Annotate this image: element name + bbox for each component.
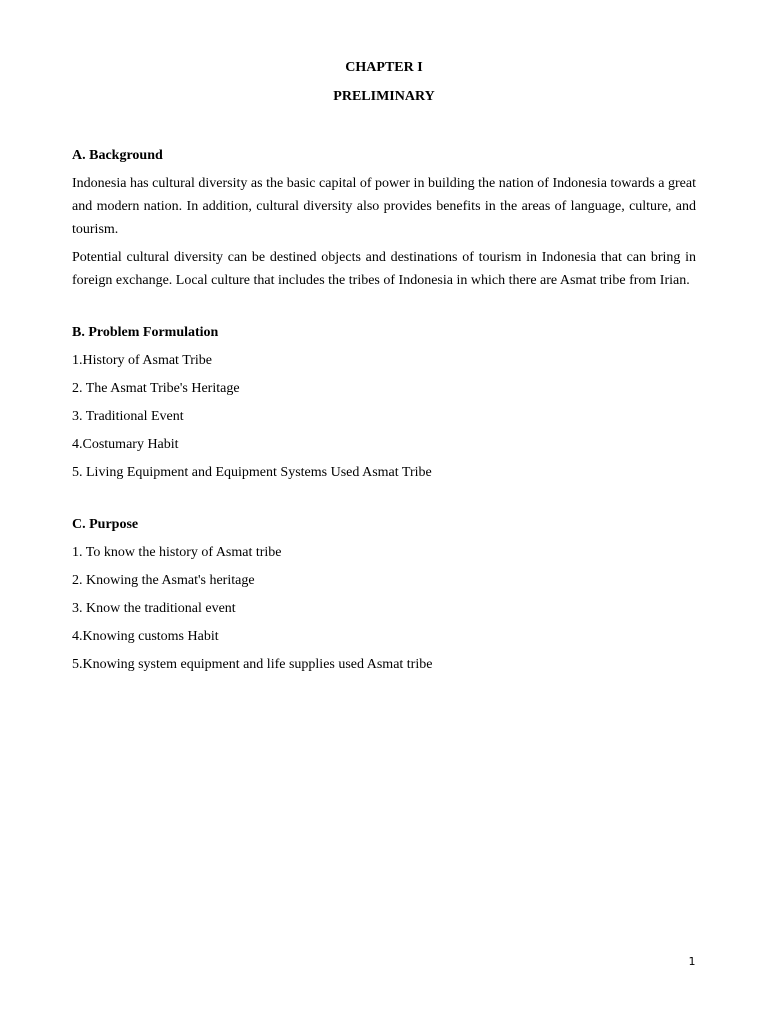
list-item: 3. Traditional Event <box>72 409 184 424</box>
section-heading-background: A. Background <box>72 148 163 163</box>
list-item: 4.Costumary Habit <box>72 437 179 452</box>
background-paragraph: Potential cultural diversity can be destined objects and destinations of tourism in Indonesia that can bring in foreign exchange. Local culture that includes the tribes of Indonesia in which there are Asmat tribe from Irian. <box>72 250 696 288</box>
purpose-list <box>72 541 696 676</box>
list-item: 5. Living Equipment and Equipment Systems Used Asmat Tribe <box>72 465 432 480</box>
chapter-title: CHAPTER I <box>345 60 423 75</box>
list-item: 2. Knowing the Asmat's heritage <box>72 573 255 588</box>
list-item: 4.Knowing customs Habit <box>72 629 219 644</box>
background-paragraph: Indonesia has cultural diversity as the basic capital of power in building the nation of Indonesia towards a great and modern nation. In addition, cultural diversity also provides benefits in the areas of language, culture, and tourism. <box>72 176 696 237</box>
section-problem-formulation <box>72 321 696 484</box>
page-number: 1 <box>688 955 696 968</box>
section-purpose <box>72 513 696 676</box>
list-item: 2. The Asmat Tribe's Heritage <box>72 381 240 396</box>
section-background <box>72 144 696 292</box>
section-heading-problem-formulation: B. Problem Formulation <box>72 325 219 340</box>
chapter-subtitle: PRELIMINARY <box>333 89 435 104</box>
document-body <box>72 144 696 705</box>
section-heading-purpose: C. Purpose <box>72 517 139 532</box>
list-item: 3. Know the traditional event <box>72 601 236 616</box>
list-item: 1.History of Asmat Tribe <box>72 353 213 368</box>
problem-list <box>72 349 696 484</box>
list-item: 1. To know the history of Asmat tribe <box>72 545 282 560</box>
list-item: 5.Knowing system equipment and life supplies used Asmat tribe <box>72 657 433 672</box>
